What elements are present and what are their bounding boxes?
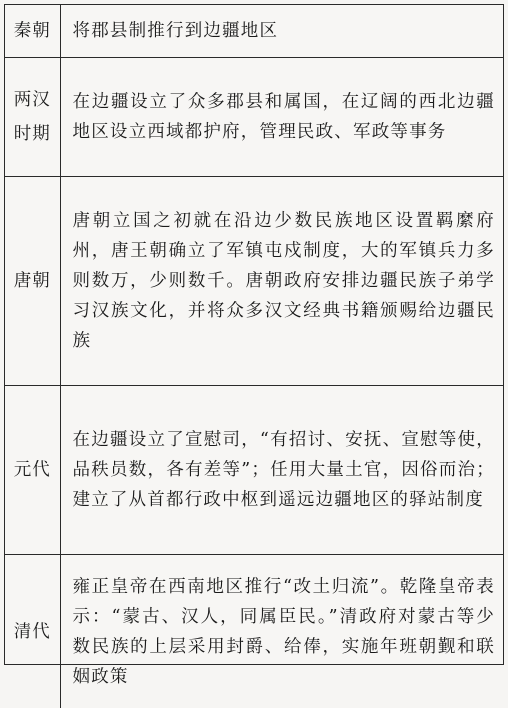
table-row xyxy=(5,386,503,555)
table-row xyxy=(5,177,503,386)
policy-cell: 在边疆设立了宣慰司，“有招讨、安抚、宣慰等使，品秩员数，各有差等”；任用大量土官，因俗而治；建立了从首都行政中枢到遥远边疆地区的驿站制度 xyxy=(60,386,503,555)
policy-cell: 在边疆设立了众多郡县和属国，在辽阔的西北边疆地区设立西域都护府，管理民政、军政等事务 xyxy=(60,58,503,177)
dynasty-cell: 元代 xyxy=(5,386,60,555)
dynasty-cell: 唐朝 xyxy=(5,177,60,386)
policy-cell: 将郡县制推行到边疆地区 xyxy=(60,5,503,58)
dynasty-frontier-policy-table xyxy=(5,5,503,708)
dynasty-cell: 清代 xyxy=(5,555,60,708)
dynasty-cell: 秦朝 xyxy=(5,5,60,58)
table-row xyxy=(5,555,503,708)
table-row xyxy=(5,5,503,58)
dynasty-cell: 两汉时期 xyxy=(5,58,60,177)
policy-cell: 雍正皇帝在西南地区推行“改土归流”。乾隆皇帝表示：“蒙古、汉人，同属臣民。”清政府对蒙古等少数民族的上层采用封爵、给俸，实施年班朝觐和联姻政策 xyxy=(60,555,503,708)
history-table-page xyxy=(4,4,504,665)
table-row xyxy=(5,58,503,177)
policy-cell: 唐朝立国之初就在沿边少数民族地区设置羁縻府州，唐王朝确立了军镇屯戍制度，大的军镇兵力多则数万，少则数千。唐朝政府安排边疆民族子弟学习汉族文化，并将众多汉文经典书籍颁赐给边疆民族 xyxy=(60,177,503,386)
